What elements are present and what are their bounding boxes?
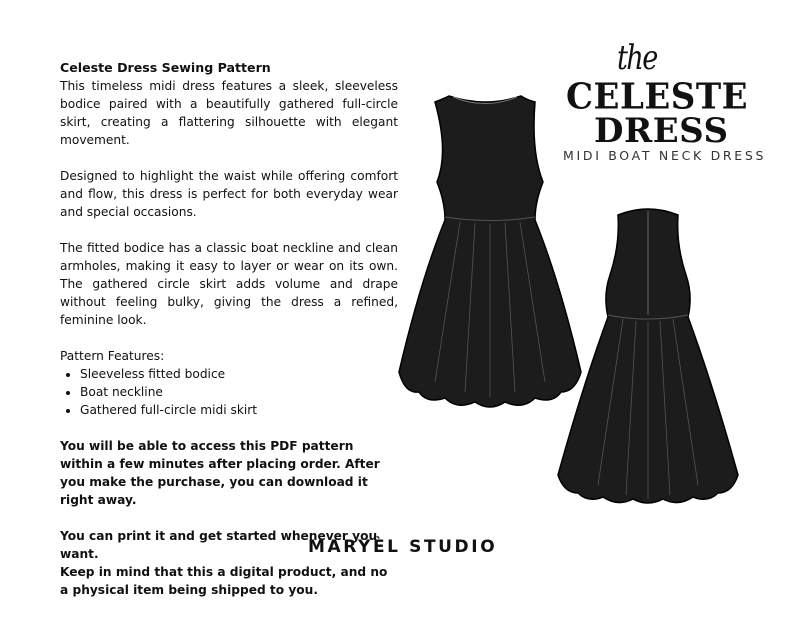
notice-access: You will be able to access this PDF pattern within a few minutes after placing order. After you make the purchase, you can download it right away.	[60, 439, 380, 507]
description-title: Celeste Dress Sewing Pattern	[60, 60, 271, 75]
dress-back-illustration	[548, 205, 758, 530]
paragraph-intro: This timeless midi dress features a sleek, sleeveless bodice paired with a beautifully gathered full-circle skirt, creating a flattering silhouette with elegant movement.	[60, 79, 398, 147]
paragraph-waist: Designed to highlight the waist while offering comfort and flow, this dress is perfect for both everyday wear and special occasions.	[60, 169, 398, 219]
logo-the: the	[616, 38, 657, 78]
feature-item: • Boat neckline	[80, 383, 398, 401]
paragraph-bodice: The fitted bodice has a classic boat neckline and clean armholes, making it easy to layer or wear on its own. The gathered circle skirt adds volume and drape without feeling bulky, giving the dress a refined, feminine look.	[60, 241, 398, 327]
feature-item: • Sleeveless fitted bodice	[80, 365, 398, 383]
features-heading: Pattern Features:	[60, 349, 165, 363]
brand-name: MARYÈL STUDIO	[308, 537, 498, 557]
logo-dress: DRESS	[594, 111, 729, 151]
logo-subtitle: MIDI BOAT NECK DRESS	[563, 148, 767, 163]
notice-digital-line1: You can print it and get started whenever you want.	[60, 529, 378, 561]
notice-digital-line2: Keep in mind that this a digital product, and no a physical item being shipped to you.	[60, 565, 388, 597]
logo-celeste: CELESTE	[566, 76, 749, 118]
feature-item: • Gathered full-circle midi skirt	[80, 401, 398, 419]
description-column	[60, 59, 398, 617]
features-list	[60, 365, 398, 419]
